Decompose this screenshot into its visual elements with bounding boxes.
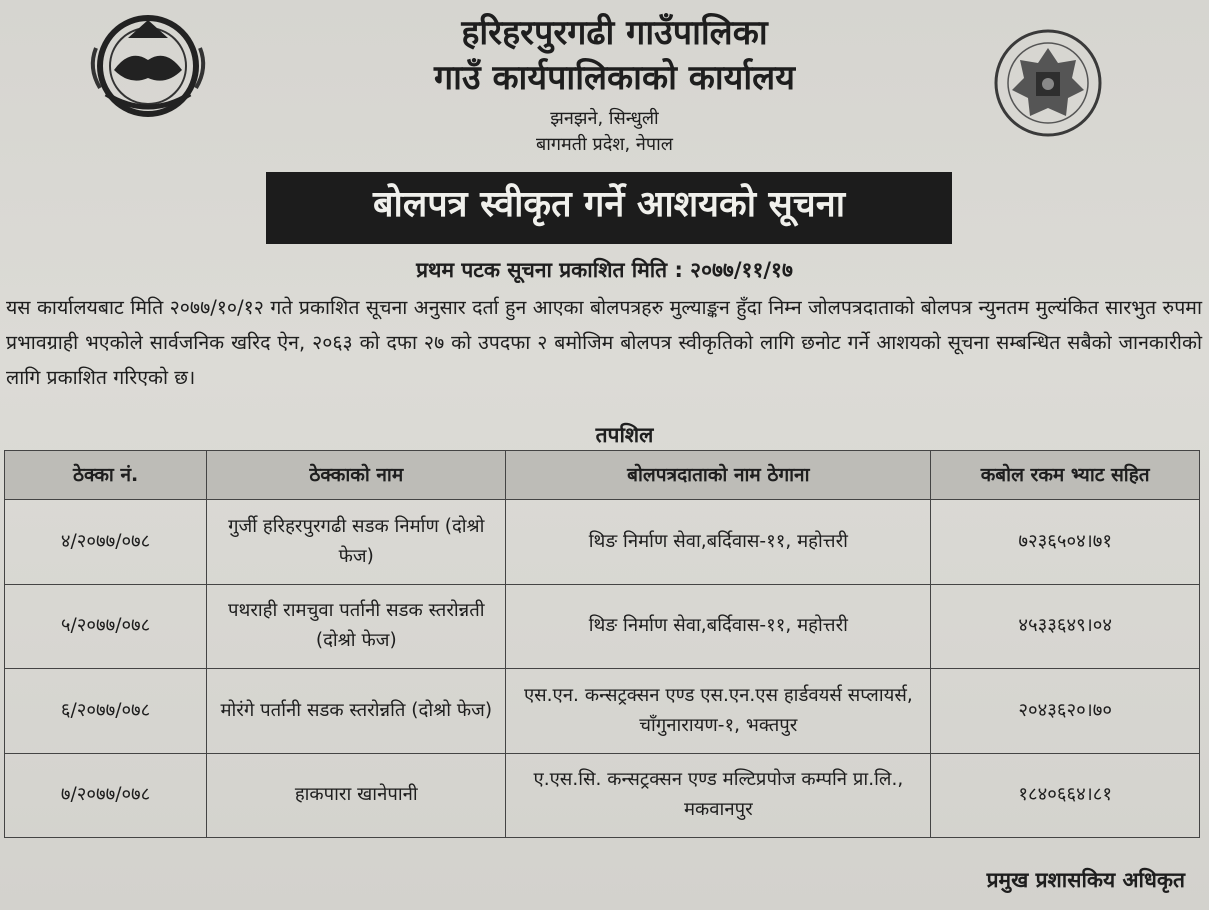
- table-row: [5, 584, 1200, 669]
- bidder-name-address: एस.एन. कन्सट्रक्सन एण्ड एस.एन.एस हार्डवयर्स सप्लायर्स, चाँगुनारायण-१, भक्तपुर: [506, 669, 931, 754]
- header-bidder: बोलपत्रदाताको नाम ठेगाना: [506, 451, 931, 500]
- table-header-row: [5, 451, 1200, 500]
- contract-no: ४/२०७७/०७८: [5, 500, 207, 585]
- notice-title-banner: बोलपत्र स्वीकृत गर्ने आशयको सूचना: [266, 172, 952, 244]
- header-amount: कबोल रकम भ्याट सहित: [931, 451, 1200, 500]
- notice-body: यस कार्यालयबाट मिति २०७७/१०/१२ गते प्रकाशित सूचना अनुसार दर्ता हुन आएका बोलपत्रहरु मुल्याङ्कन हुँदा निम्न जोलपत्रदाताको बोलपत्र न्युनतम मुल्यंकित सारभुत रुपमा प्रभावग्राही भएकोले सार्वजनिक खरिद ऐन, २०६३ को दफा २७ को उपदफा २ बमोजिम बोलपत्र स्वीकृतिको लागि छनोट गर्ने आशयको सूचना सम्बन्धित सबैको जानकारीको लागि प्रकाशित गरिएको छ।: [6, 296, 1202, 389]
- bidder-name-address: ए.एस.सि. कन्सट्रक्सन एण्ड मल्टिप्रपोज कम्पनि प्रा.लि., मकवानपुर: [506, 753, 931, 838]
- contract-name: गुर्जी हरिहरपुरगढी सडक निर्माण (दोश्रो फेज): [207, 500, 506, 585]
- header-contract-no: ठेक्का नं.: [5, 451, 207, 500]
- table-row: [5, 500, 1200, 585]
- table-row: [5, 669, 1200, 754]
- contract-no: ७/२०७७/०७८: [5, 753, 207, 838]
- header-contract-name: ठेक्काको नाम: [207, 451, 506, 500]
- address-line-2: बागमती प्रदेश, नेपाल: [535, 134, 674, 155]
- signatory-title: प्रमुख प्रशासकिय अधिकृत: [986, 868, 1185, 892]
- office-name: गाउँ कार्यपालिकाको कार्यालय: [434, 58, 795, 98]
- address-line-1: झनझने, सिन्धुली: [550, 108, 659, 129]
- bidder-name-address: थिङ निर्माण सेवा,बर्दिवास-११, महोत्तरी: [506, 584, 931, 669]
- bid-amount: १८४०६६४।८१: [931, 753, 1200, 838]
- contract-no: ६/२०७७/०७८: [5, 669, 207, 754]
- municipality-name: हरिहरपुरगढी गाउँपालिका: [461, 13, 768, 53]
- bid-amount: ४५३३६४९।०४: [931, 584, 1200, 669]
- bid-amount: ७२३६५०४।७१: [931, 500, 1200, 585]
- contract-name: मोरंगे पर्तानी सडक स्तरोन्नति (दोश्रो फेज): [207, 669, 506, 754]
- bid-amount: २०४३६२०।७०: [931, 669, 1200, 754]
- first-published-date: प्रथम पटक सूचना प्रकाशित मिति : २०७७/११/१७: [416, 258, 793, 282]
- contract-name: हाकपारा खानेपानी: [207, 753, 506, 838]
- contract-name: पथराही रामचुवा पर्तानी सडक स्तरोन्नती (दोश्रो फेज): [207, 584, 506, 669]
- tender-table: [4, 450, 1200, 838]
- bidder-name-address: थिङ निर्माण सेवा,बर्दिवास-११, महोत्तरी: [506, 500, 931, 585]
- table-row: [5, 753, 1200, 838]
- schedule-heading: तपशिल: [595, 423, 654, 447]
- contract-no: ५/२०७७/०७८: [5, 584, 207, 669]
- office-header: [0, 10, 1209, 158]
